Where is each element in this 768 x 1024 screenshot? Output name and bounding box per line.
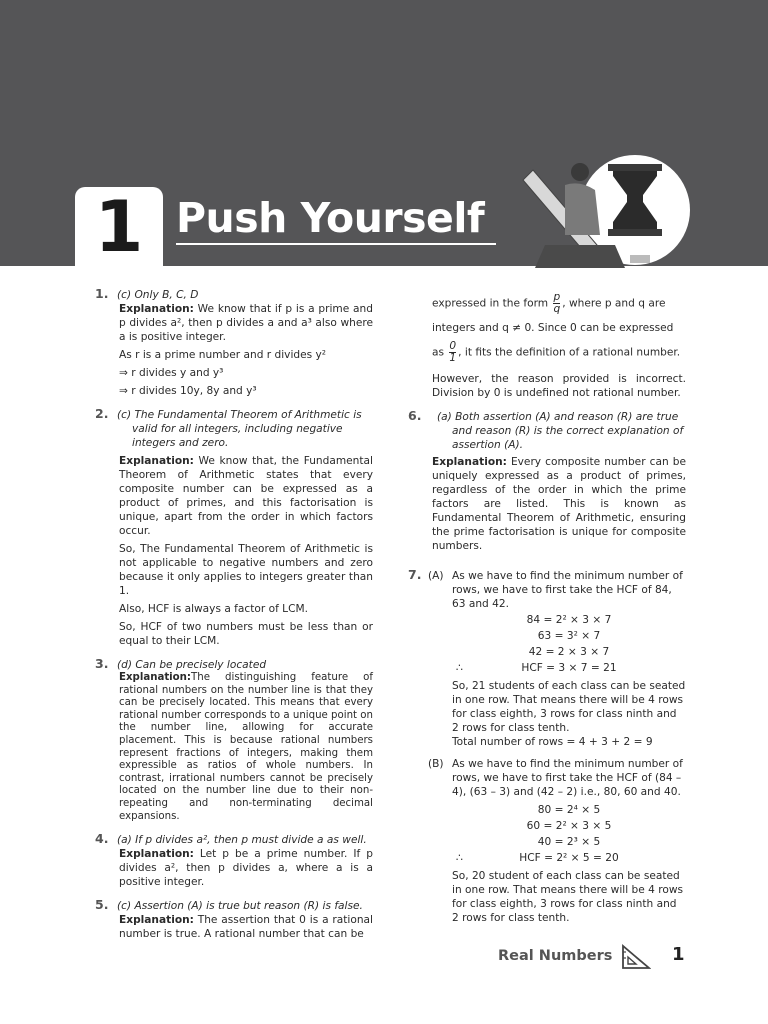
footer-section-title: Real Numbers: [498, 948, 613, 964]
explanation: [95, 672, 373, 823]
explanation-text: , it fits the definition of a rational number.: [458, 346, 681, 359]
part-b: [408, 757, 686, 925]
explanation-text: We know that, the Fundamental Theorem of Arithmetic states that every composite number can be expressed as a product of primes, and this factorisation is unique, apart from the order in which factors occur.: [119, 455, 373, 537]
explanation-text: The assertion that 0 is a rational number is true. A rational number that can be: [119, 914, 373, 941]
explanation-line: ⇒ r divides 10y, 8y and y³: [119, 385, 257, 397]
explanation-label: Explanation:: [119, 303, 194, 315]
left-column: [95, 288, 373, 951]
explanation-text: integers and q ≠ 0. Since 0 can be expressed: [432, 322, 674, 334]
therefore-symbol: ∴: [456, 852, 463, 864]
equation: 80 = 2⁴ × 5: [537, 804, 601, 816]
explanation-text: expressed in the form: [432, 297, 549, 310]
equation: 84 = 2² × 3 × 7: [526, 614, 612, 626]
title-underline: [176, 243, 496, 245]
set-square-icon: [621, 944, 651, 970]
explanation-label: Explanation:: [119, 914, 194, 927]
question-6: [408, 410, 686, 553]
fraction-denominator: 1: [449, 352, 457, 364]
equation: 40 = 2³ × 5: [537, 836, 601, 848]
answer-option: (c) The Fundamental Theorem of Arithmetic is valid for all integers, including negative integers and zero.: [117, 409, 362, 449]
fraction-numerator: 0: [449, 340, 457, 352]
question-number: 1.: [95, 286, 109, 301]
pencil-hourglass-illustration: [505, 150, 695, 275]
explanation-text: However, the reason provided is incorrect. Division by 0 is undefined not rational number.: [432, 373, 686, 399]
part-text: As we have to find the minimum number of rows, we have to first take the HCF of 84, 63 and 42.: [452, 570, 683, 610]
chapter-number-box: [75, 187, 163, 266]
question-number: 6.: [408, 408, 422, 423]
fraction-numerator: p: [553, 291, 561, 303]
part-text: So, 20 student of each class can be seated in one row. That means there will be 4 rows for class eighth, 3 rows for class ninth and 2 rows for class tenth.: [452, 870, 684, 924]
question-number: 7.: [408, 567, 422, 582]
answer-option: (d) Can be precisely located: [117, 659, 267, 671]
page-number: 1: [672, 944, 685, 965]
fraction-denominator: q: [553, 303, 561, 315]
answer-option: (a) Both assertion (A) and reason (R) are true and reason (R) is the correct explanation of assertion (A).: [437, 411, 684, 451]
question-3: [95, 658, 373, 823]
fraction-p-over-q: [553, 292, 560, 315]
explanation-text: So, HCF of two numbers must be less than or equal to their LCM.: [119, 621, 373, 647]
explanation: [95, 302, 373, 398]
explanation-text: , where p and q are: [562, 297, 666, 310]
question-7: [408, 569, 686, 925]
explanation-line: As r is a prime number and r divides y²: [119, 349, 327, 361]
explanation-label: Explanation:: [119, 848, 194, 861]
explanation-text: as: [432, 346, 445, 359]
explanation-text: Let p be a prime number. If p divides a², then p divides a, where a is a positive integer.: [119, 848, 373, 889]
question-5: [95, 899, 373, 941]
fraction-0-over-1: [449, 341, 456, 364]
chapter-number: 1: [94, 185, 144, 268]
explanation: [408, 455, 686, 553]
equation-therefore: [452, 661, 686, 675]
therefore-symbol: ∴: [456, 662, 463, 674]
equation-therefore: [452, 851, 686, 865]
explanation-label: Explanation:: [432, 456, 507, 468]
explanation-text: Every composite number can be uniquely expressed as a product of primes, regardless of the order in which the prime factors are listed. This is known as Fundamental Theorem of Arithmetic, ensuring the prime factorisation is unique for composite numbers.: [432, 456, 686, 552]
explanation-text: The distinguishing feature of rational numbers on the number line is that they can be precisely located. This means that every rational number corresponds to a unique point on the number line, allowing for accurate placement. This is because rational numbers represent fractions of integers, making them expressible as ratios of whole numbers. In contrast, irrational numbers cannot be precisely located on the number line due to their non-repeating and non-terminating decimal expansions.: [119, 672, 373, 822]
question-number: 5.: [95, 897, 109, 913]
right-column: [408, 292, 686, 935]
equation: 42 = 2 × 3 × 7: [528, 646, 610, 658]
question-number: 2.: [95, 406, 109, 421]
part-tag: (B): [428, 758, 444, 770]
answer-option: (c) Assertion (A) is true but reason (R) is false.: [117, 900, 363, 913]
question-number: 3.: [95, 656, 109, 671]
question-number: 4.: [95, 831, 109, 847]
part-tag: (A): [428, 570, 444, 582]
explanation-text: So, The Fundamental Theorem of Arithmetic is not applicable to negative numbers and zero because it only applies to integers greater than 1.: [119, 543, 373, 597]
explanation: [95, 847, 373, 889]
part-a: [408, 569, 686, 749]
explanation: [95, 913, 373, 941]
part-text: Total number of rows = 4 + 3 + 2 = 9: [452, 736, 653, 748]
equation: HCF = 3 × 7 = 21: [521, 662, 617, 674]
question-4: [95, 833, 373, 889]
equation: 60 = 2² × 3 × 5: [526, 820, 612, 832]
equation: 63 = 3² × 7: [537, 630, 601, 642]
equation: HCF = 2² × 5 = 20: [519, 852, 619, 864]
question-1: [95, 288, 373, 398]
part-text: As we have to find the minimum number of rows, we have to first take the HCF of (84 – 4), (63 – 3) and (42 – 2) i.e., 80, 60 and 40.: [452, 758, 683, 798]
explanation: [95, 454, 373, 648]
explanation-line: ⇒ r divides y and y³: [119, 367, 224, 379]
part-text: So, 21 students of each class can be seated in one row. That means there will be 4 rows for class eighth, 3 rows for class ninth and 2 rows for class tenth.: [452, 680, 686, 734]
chapter-title: Push Yourself: [176, 194, 485, 242]
answer-option: (a) If p divides a², then p must divide a as well.: [117, 834, 367, 847]
answer-option: (c) Only B, C, D: [117, 289, 199, 301]
question-2: [95, 408, 373, 648]
explanation-text: We know that if p is a prime and p divides a², then p divides a and a³ also where a is positive integer.: [119, 303, 373, 343]
explanation-label: Explanation:: [119, 672, 192, 683]
explanation-label: Explanation:: [119, 455, 194, 467]
explanation-text: Also, HCF is always a factor of LCM.: [119, 603, 308, 615]
q5-explanation-continued: [408, 292, 686, 400]
